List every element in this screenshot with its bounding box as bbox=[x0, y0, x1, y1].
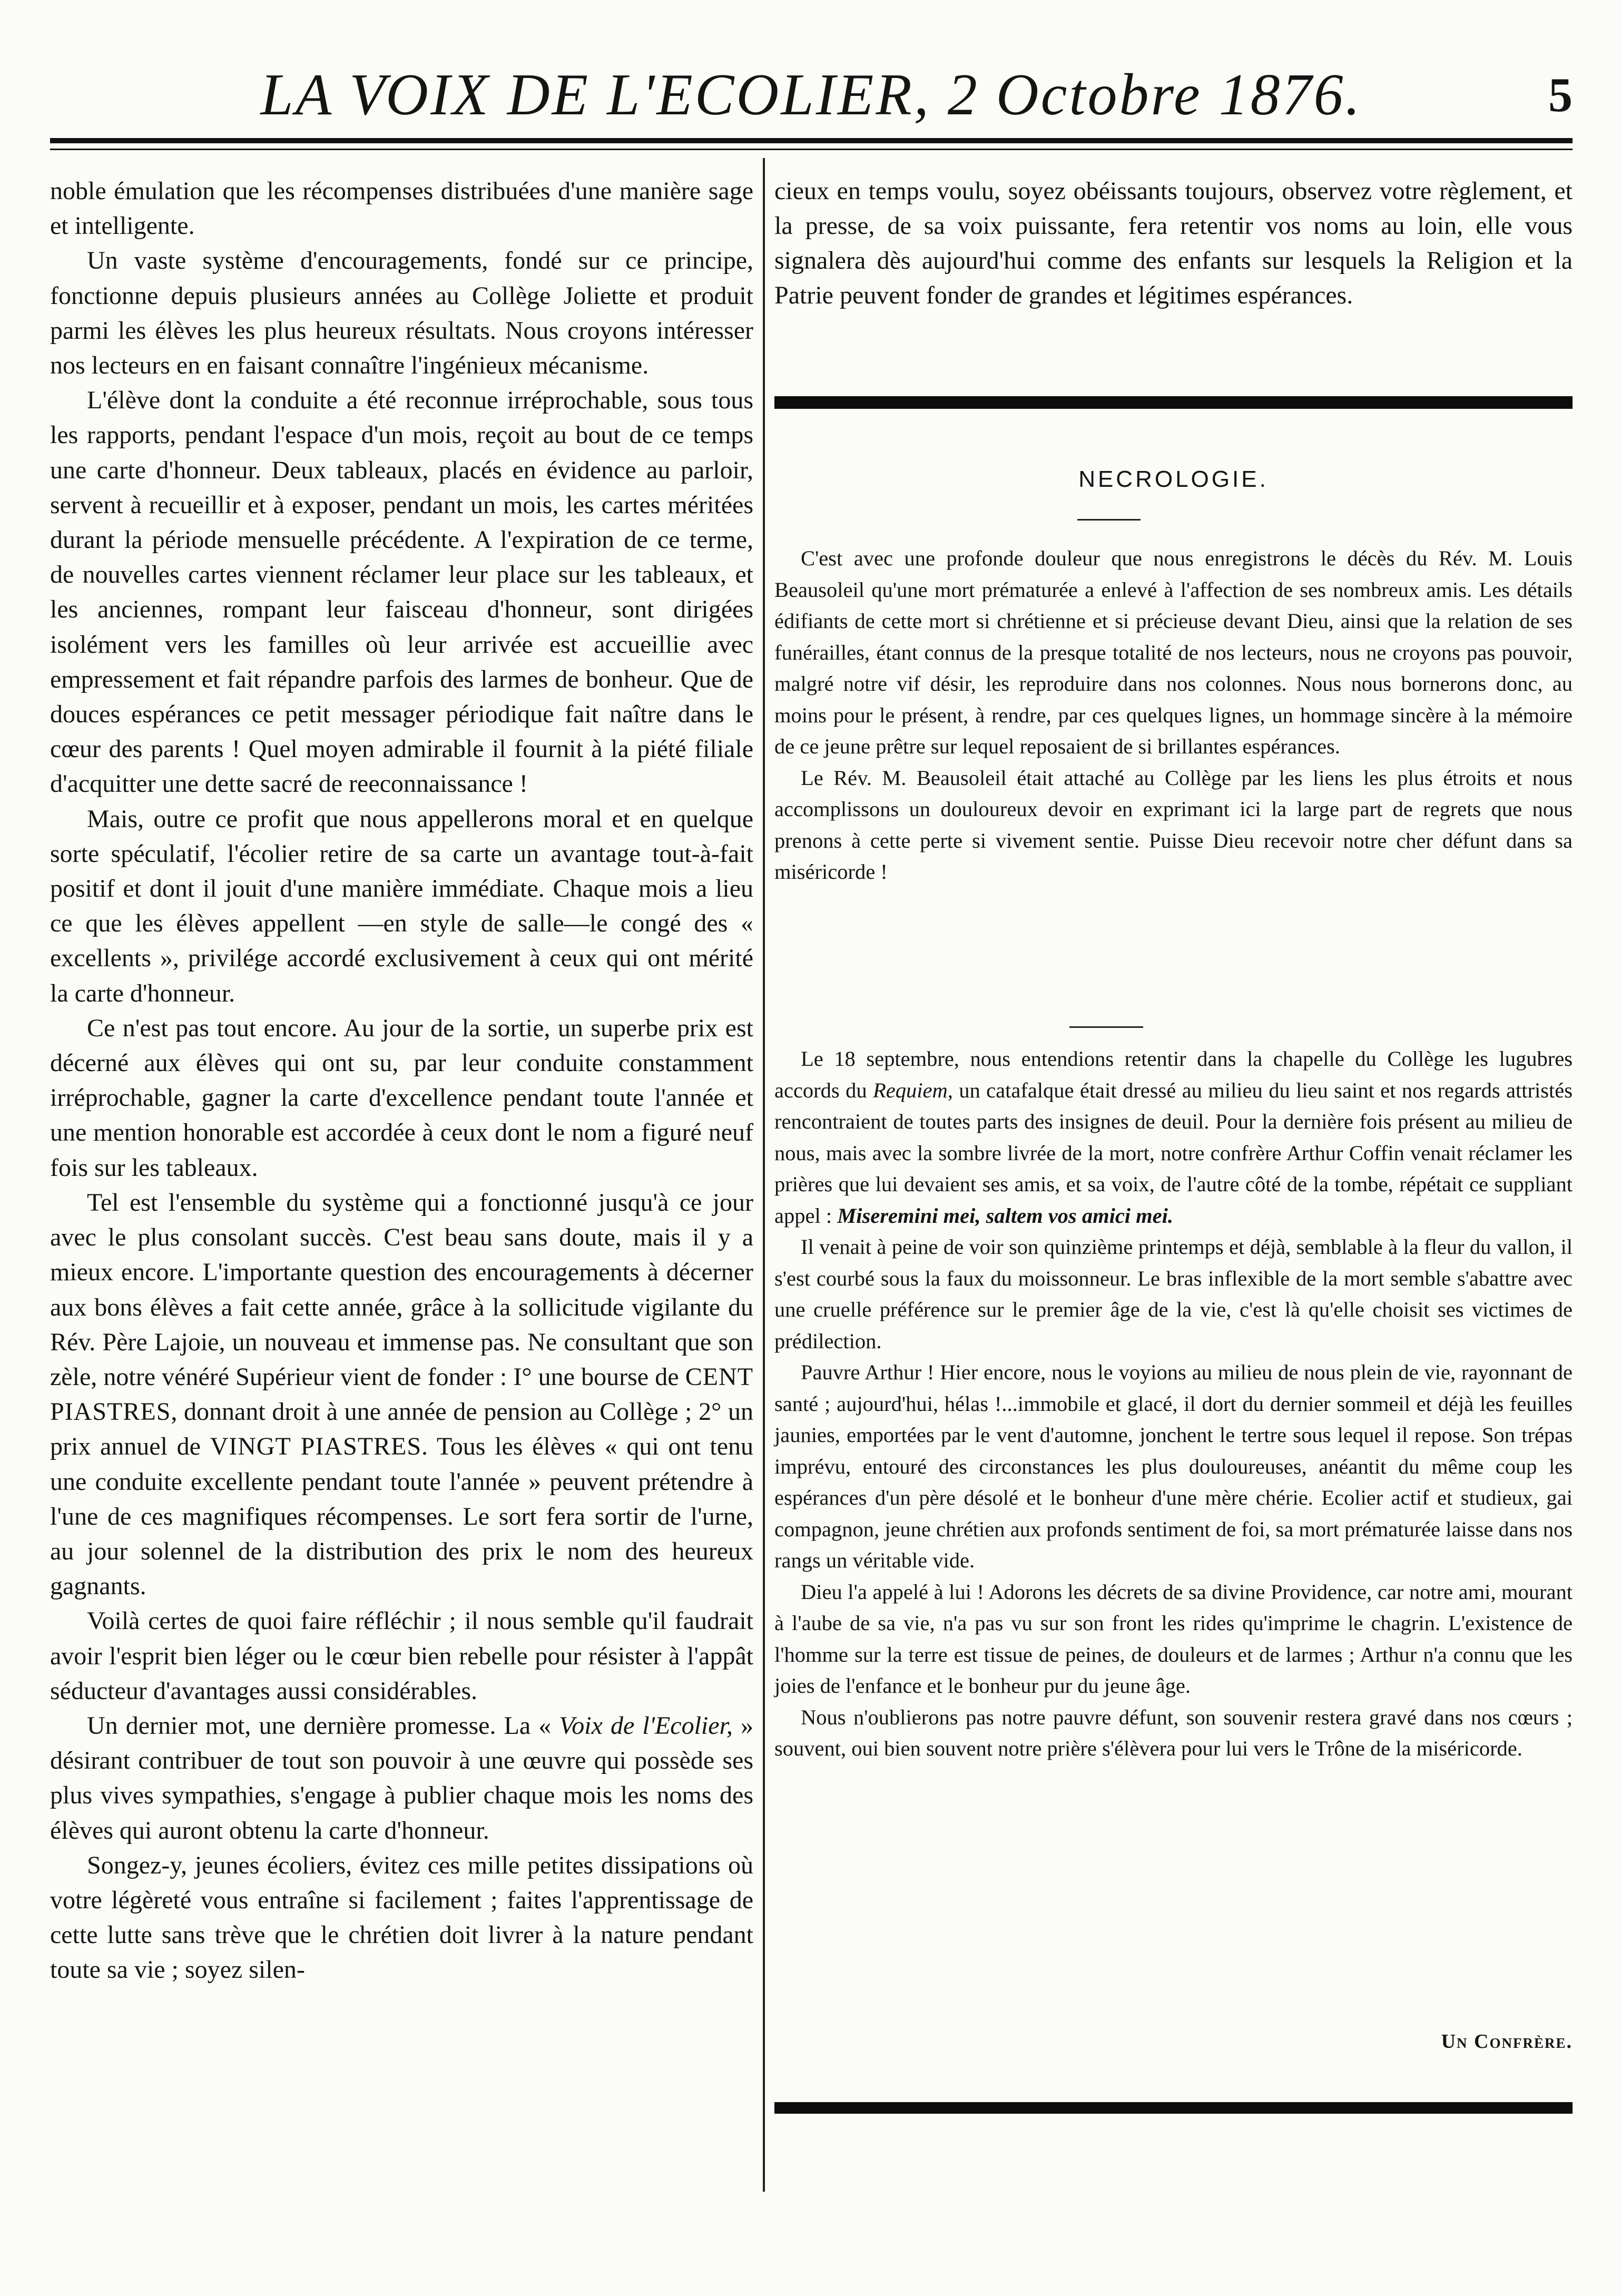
paragraph-text: , un catafalque était dressé au milieu du lieu saint et nos regards attristés rencontraient de toutes parts des insignes de deuil. Pour la dernière fois présent au milieu de nous, mais avec la sombre livrée de la mort, notre confrère Arthur Coffin venait réclamer les prières que lui devaient ses amis, et sa voix, de l'autre côté de la tombe, répétait ce suppliant appel : bbox=[774, 1078, 1573, 1228]
paragraph-text: Le 18 septembre, nous entendions retentir dans la chapelle du Collège les lugubres accords du bbox=[774, 1047, 1573, 1102]
paragraph: Voilà certes de quoi faire réfléchir ; il nous semble qu'il faudrait avoir l'esprit bien léger ou le cœur bien rebelle pour résister à l'appât séducteur d'avantages aussi considérables. bbox=[50, 1607, 753, 1705]
paragraph-text: . Tous les élèves « qui ont tenu une conduite excellente pendant toute l'année » peuvent prétendre à l'une de ces magnifiques récompenses. Le sort fera sortir de l'urne, au jour solennel de la distribution des prix le nom des heureux gagnants. bbox=[50, 1432, 754, 1601]
necrology-arthur bbox=[774, 1043, 1573, 1764]
paragraph: C'est avec une profonde douleur que nous enregistrons le décès du Rév. M. Louis Beausoleil qu'une mort prématurée a enlevé à l'affection de ses nombreux amis. Les détails édifiants de cette mort si chrétienne et si précieuse devant Dieu, ainsi que la relation de ses funérailles, étant connus de la presque totalité de nos lecteurs, nous ne croyons pas pouvoir, malgré notre vif désir, les reproduire dans nos colonnes. Nous nous bornerons donc, au moins pour le présent, à rendre, par ces quelques lignes, un hommage sincère à la mémoire de ce jeune prêtre sur lequel reposaient de si brillantes espérances. bbox=[774, 546, 1573, 758]
title-rule bbox=[1077, 519, 1141, 521]
header-rule-thick bbox=[50, 138, 1573, 143]
paragraph: Il venait à peine de voir son quinzième printemps et déjà, semblable à la fleur du vallon, il s'est courbé sous la faux du moissonneur. Le bras inflexible de la mort semble s'abattre avec une cruelle préférence sur le premier âge de la vie, c'est là qu'elle choisit ses victimes de prédilection. bbox=[774, 1235, 1573, 1353]
column-divider bbox=[763, 158, 765, 2192]
page-number: 5 bbox=[1548, 68, 1573, 122]
paragraph-requiem bbox=[774, 1043, 1573, 1231]
journal-name: Voix de l'Ecolier, bbox=[559, 1711, 733, 1740]
section-title: NECROLOGIE. bbox=[1078, 466, 1269, 492]
necrology-beausoleil bbox=[774, 543, 1573, 888]
separator-rule bbox=[1069, 1026, 1143, 1028]
paragraph: Pauvre Arthur ! Hier encore, nous le voyions au milieu de nous plein de vie, rayonnant de santé ; aujourd'hui, hélas !...immobile et glacé, il dort du dernier sommeil et déjà les feuilles jaunies, emportées par le vent d'automne, jonchent le tertre sous lequel il repose. Son trépas imprévu, entouré des circonstances les plus douloureuses, anéantit du même coup les espérances d'un père désolé et le bonheur d'une mère chérie. Ecolier actif et studieux, gai compagnon, jeune chrétien aux profonds sentiment de foi, sa mort prématurée laisse dans nos rangs un véritable vide. bbox=[774, 1360, 1573, 1572]
paragraph: Dieu l'a appelé à lui ! Adorons les décrets de sa divine Providence, car notre ami, mourant à l'aube de sa vie, n'a pas vu sur son front les rides qu'imprime le chagrin. L'existence de l'homme sur la terre est tissue de peines, de douleurs et de larmes ; Arthur n'a connu que les joies de l'enfance et le bonheur pur du jeune âge. bbox=[774, 1579, 1573, 1698]
paragraph-promise bbox=[50, 1709, 753, 1848]
paragraph: Nous n'oublierons pas notre pauvre défunt, son souvenir restera gravé dans nos cœurs ; souvent, oui bien souvent notre prière s'élèvera pour lui vers le Trône de la miséricorde. bbox=[774, 1705, 1573, 1760]
header-rule-thin bbox=[50, 149, 1573, 150]
paragraph-endowment bbox=[50, 1185, 753, 1604]
bottom-bar bbox=[774, 2102, 1573, 2114]
paragraph: L'élève dont la conduite a été reconnue irréprochable, sous tous les rapports, pendant l'espace d'un mois, reçoit au bout de ce temps une carte d'honneur. Deux tableaux, placés en évidence au parloir, servent à recueillir et à exposer, pendant un mois, les cartes méritées durant la période mensuelle précédente. A l'expiration de ce terme, de nouvelles cartes viennent réclamer leur place sur les tableaux, et les anciennes, rompant leur faisceau d'honneur, sont dirigées isolément vers les familles où leur arrivée est accueillie avec empressement et fait répandre parfois des larmes de bonheur. Que de douces espérances ce petit messager périodique fait naître dans le cœur des parents ! Quel moyen admirable il fournit à la piété filiale d'acquitter une dette sacré de reeconnaissance ! bbox=[50, 386, 753, 798]
paragraph: Le Rév. M. Beausoleil était attaché au Collège par les liens les plus étroits et nous accomplissons un douloureux devoir en exprimant ici la large part de regrets que nous prenons à cette perte si vivement sentie. Puisse Dieu recevoir notre cher défunt dans sa miséricorde ! bbox=[774, 766, 1573, 884]
section-separator-bar bbox=[774, 396, 1573, 409]
newspaper-title: LA VOIX DE L'ECOLIER, 2 Octobre 1876. bbox=[260, 62, 1362, 127]
paragraph-text: Un dernier mot, une dernière promesse. La « bbox=[87, 1711, 552, 1740]
paragraph: Ce n'est pas tout encore. Au jour de la sortie, un superbe prix est décerné aux élèves qui ont su, par leur conduite constamment irréprochable, gagner la carte d'excellence pendant toute l'année et une mention honorable est accordée à ceux dont le nom a figuré neuf fois sur les tableaux. bbox=[50, 1014, 753, 1182]
paragraph: Songez-y, jeunes écoliers, évitez ces mille petites dissipations où votre légèreté vous entraîne si facilement ; faites l'apprentissage de cette lutte sans trève que le chrétien doit livrer à la nature pendant toute sa vie ; soyez silen- bbox=[50, 1851, 753, 1984]
masthead bbox=[50, 58, 1573, 148]
signature: Un Confrère. bbox=[1441, 2030, 1573, 2053]
prize-amount: VINGT PIASTRES bbox=[210, 1432, 422, 1461]
latin-quote: Miseremini mei, saltem vos amici mei. bbox=[837, 1203, 1174, 1228]
right-column-continuation bbox=[774, 174, 1573, 313]
paragraph: Un vaste système d'encouragements, fondé sur ce principe, fonctionne depuis plusieurs années au Collège Joliette et produit parmi les élèves les plus heureux résultats. Nous croyons intéresser nos lecteurs en en faisant connaître l'ingénieux mécanisme. bbox=[50, 247, 753, 380]
paragraph-text: » désirant contribuer de tout son pouvoir à une œuvre qui possède ses plus vives sympathies, s'engage à publier chaque mois les noms des élèves qui auront obtenu la carte d'honneur. bbox=[50, 1711, 754, 1844]
bursary-amount: CENT PIASTRES bbox=[50, 1362, 754, 1426]
paragraph: Mais, outre ce profit que nous appellerons moral et en quelque sorte spéculatif, l'écolier retire de sa carte un avantage tout-à-fait positif et dont il jouit d'une manière immédiate. Chaque mois a lieu ce que les élèves appellent —en style de salle—le congé des « excellents », privilége accordé exclusivement à ceux qui ont mérité la carte d'honneur. bbox=[50, 804, 753, 1007]
paragraph-text: , donnant droit à une année de pension au Collège ; 2° un prix annuel de bbox=[50, 1398, 753, 1461]
paragraph-text: Tel est l'ensemble du système qui a fonctionné jusqu'à ce jour avec le plus consolant succès. C'est beau sans doute, mais il y a mieux encore. L'importante question des encouragements à décerner aux bons élèves a fait cette année, grâce à la sollicitude vigilante du Rév. Père Lajoie, un nouveau et immense pas. Ne consultant que son zèle, notre vénéré Supérieur vient de fonder : I° une bourse de bbox=[50, 1188, 753, 1391]
paragraph: cieux en temps voulu, soyez obéissants toujours, observez votre règlement, et la presse, de sa voix puissante, fera retentir vos noms au loin, elle vous signalera dès aujourd'hui comme des enfants sur lesquels la Religion et la Patrie peuvent fonder de grandes et légitimes espérances. bbox=[774, 177, 1573, 309]
left-column bbox=[50, 174, 753, 1988]
paragraph: noble émulation que les récompenses distribuées d'une manière sage et intelligente. bbox=[50, 177, 753, 240]
requiem-word: Requiem bbox=[873, 1078, 948, 1102]
